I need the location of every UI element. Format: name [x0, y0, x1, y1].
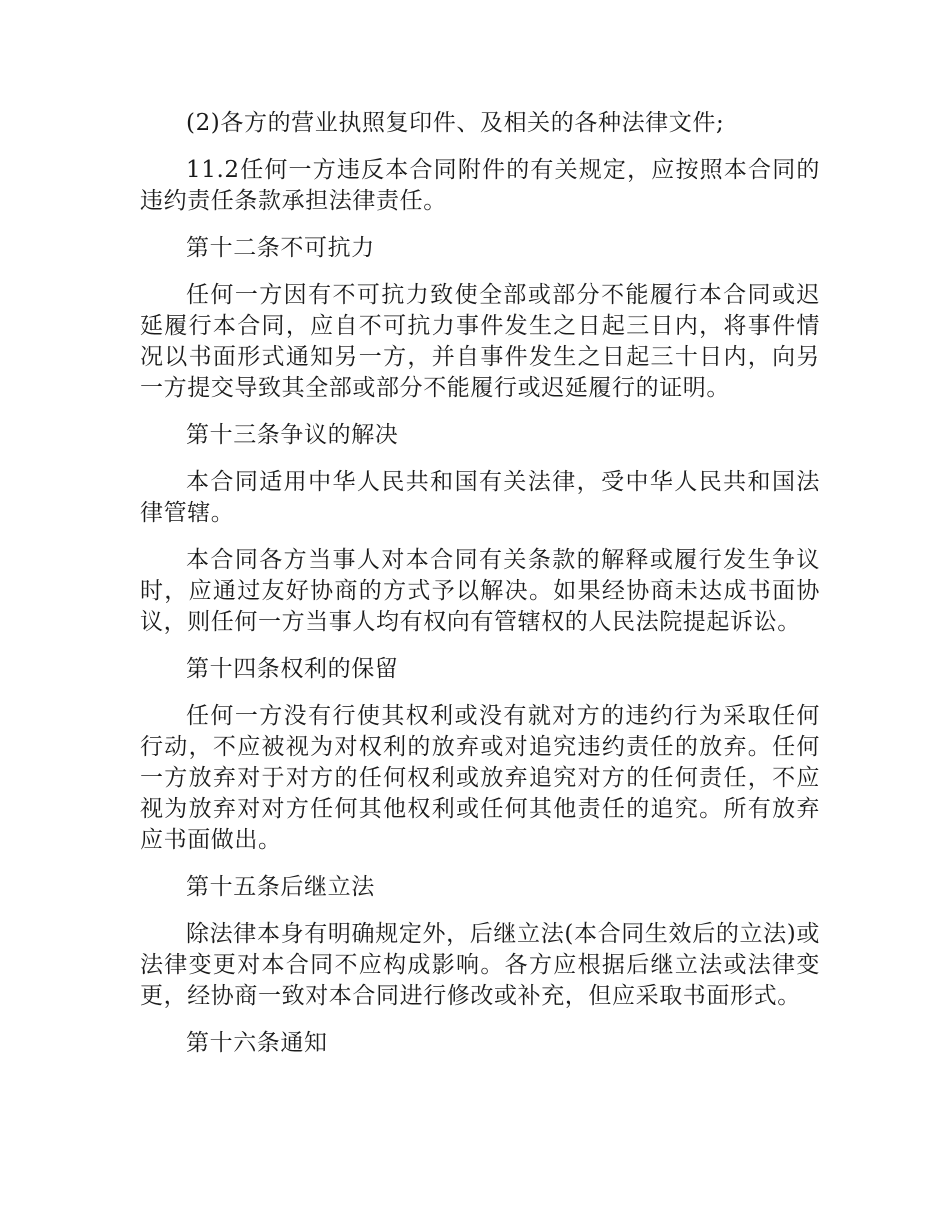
heading-article-13: 第十三条争议的解决: [186, 422, 399, 448]
heading-article-12: 第十二条不可抗力: [186, 235, 375, 261]
heading-article-16: 第十六条通知: [186, 1030, 328, 1056]
paragraph-governing-law: 本合同适用中华人民共和国有关法律，受中华人民共和国法律管辖。: [140, 469, 820, 526]
document-page: [140, 108, 820, 1075]
paragraph-attachment-item-2: (2)各方的营业执照复印件、及相关的各种法律文件;: [186, 110, 725, 136]
paragraph-dispute-resolution: 本合同各方当事人对本合同有关条款的解释或履行发生争议时，应通过友好协商的方式予以解决。如果经协商未达成书面协议，则任何一方当事人均有权向有管辖权的人民法院提起诉讼。: [140, 547, 820, 635]
paragraph-force-majeure: 任何一方因有不可抗力致使全部或部分不能履行本合同或迟延履行本合同，应自不可抗力事件发生之日起三日内，将事件情况以书面形式通知另一方，并自事件发生之日起三十日内，向另一方提交导致其全部或部分不能履行或迟延履行的证明。: [140, 282, 820, 401]
heading-article-14: 第十四条权利的保留: [186, 656, 399, 682]
paragraph-reservation-of-rights: 任何一方没有行使其权利或没有就对方的违约行为采取任何行动，不应被视为对权利的放弃或对追究违约责任的放弃。任何一方放弃对于对方的任何权利或放弃追究对方的任何责任，不应视为放弃对对方任何其他权利或任何其他责任的追究。所有放弃应书面做出。: [140, 703, 820, 853]
heading-article-15: 第十五条后继立法: [186, 874, 375, 900]
paragraph-clause-11-2: 11.2任何一方违反本合同附件的有关规定，应按照本合同的违约责任条款承担法律责任。: [140, 157, 820, 214]
paragraph-subsequent-legislation: 除法律本身有明确规定外，后继立法(本合同生效后的立法)或法律变更对本合同不应构成影响。各方应根据后继立法或法律变更，经协商一致对本合同进行修改或补充，但应采取书面形式。: [140, 921, 820, 1009]
